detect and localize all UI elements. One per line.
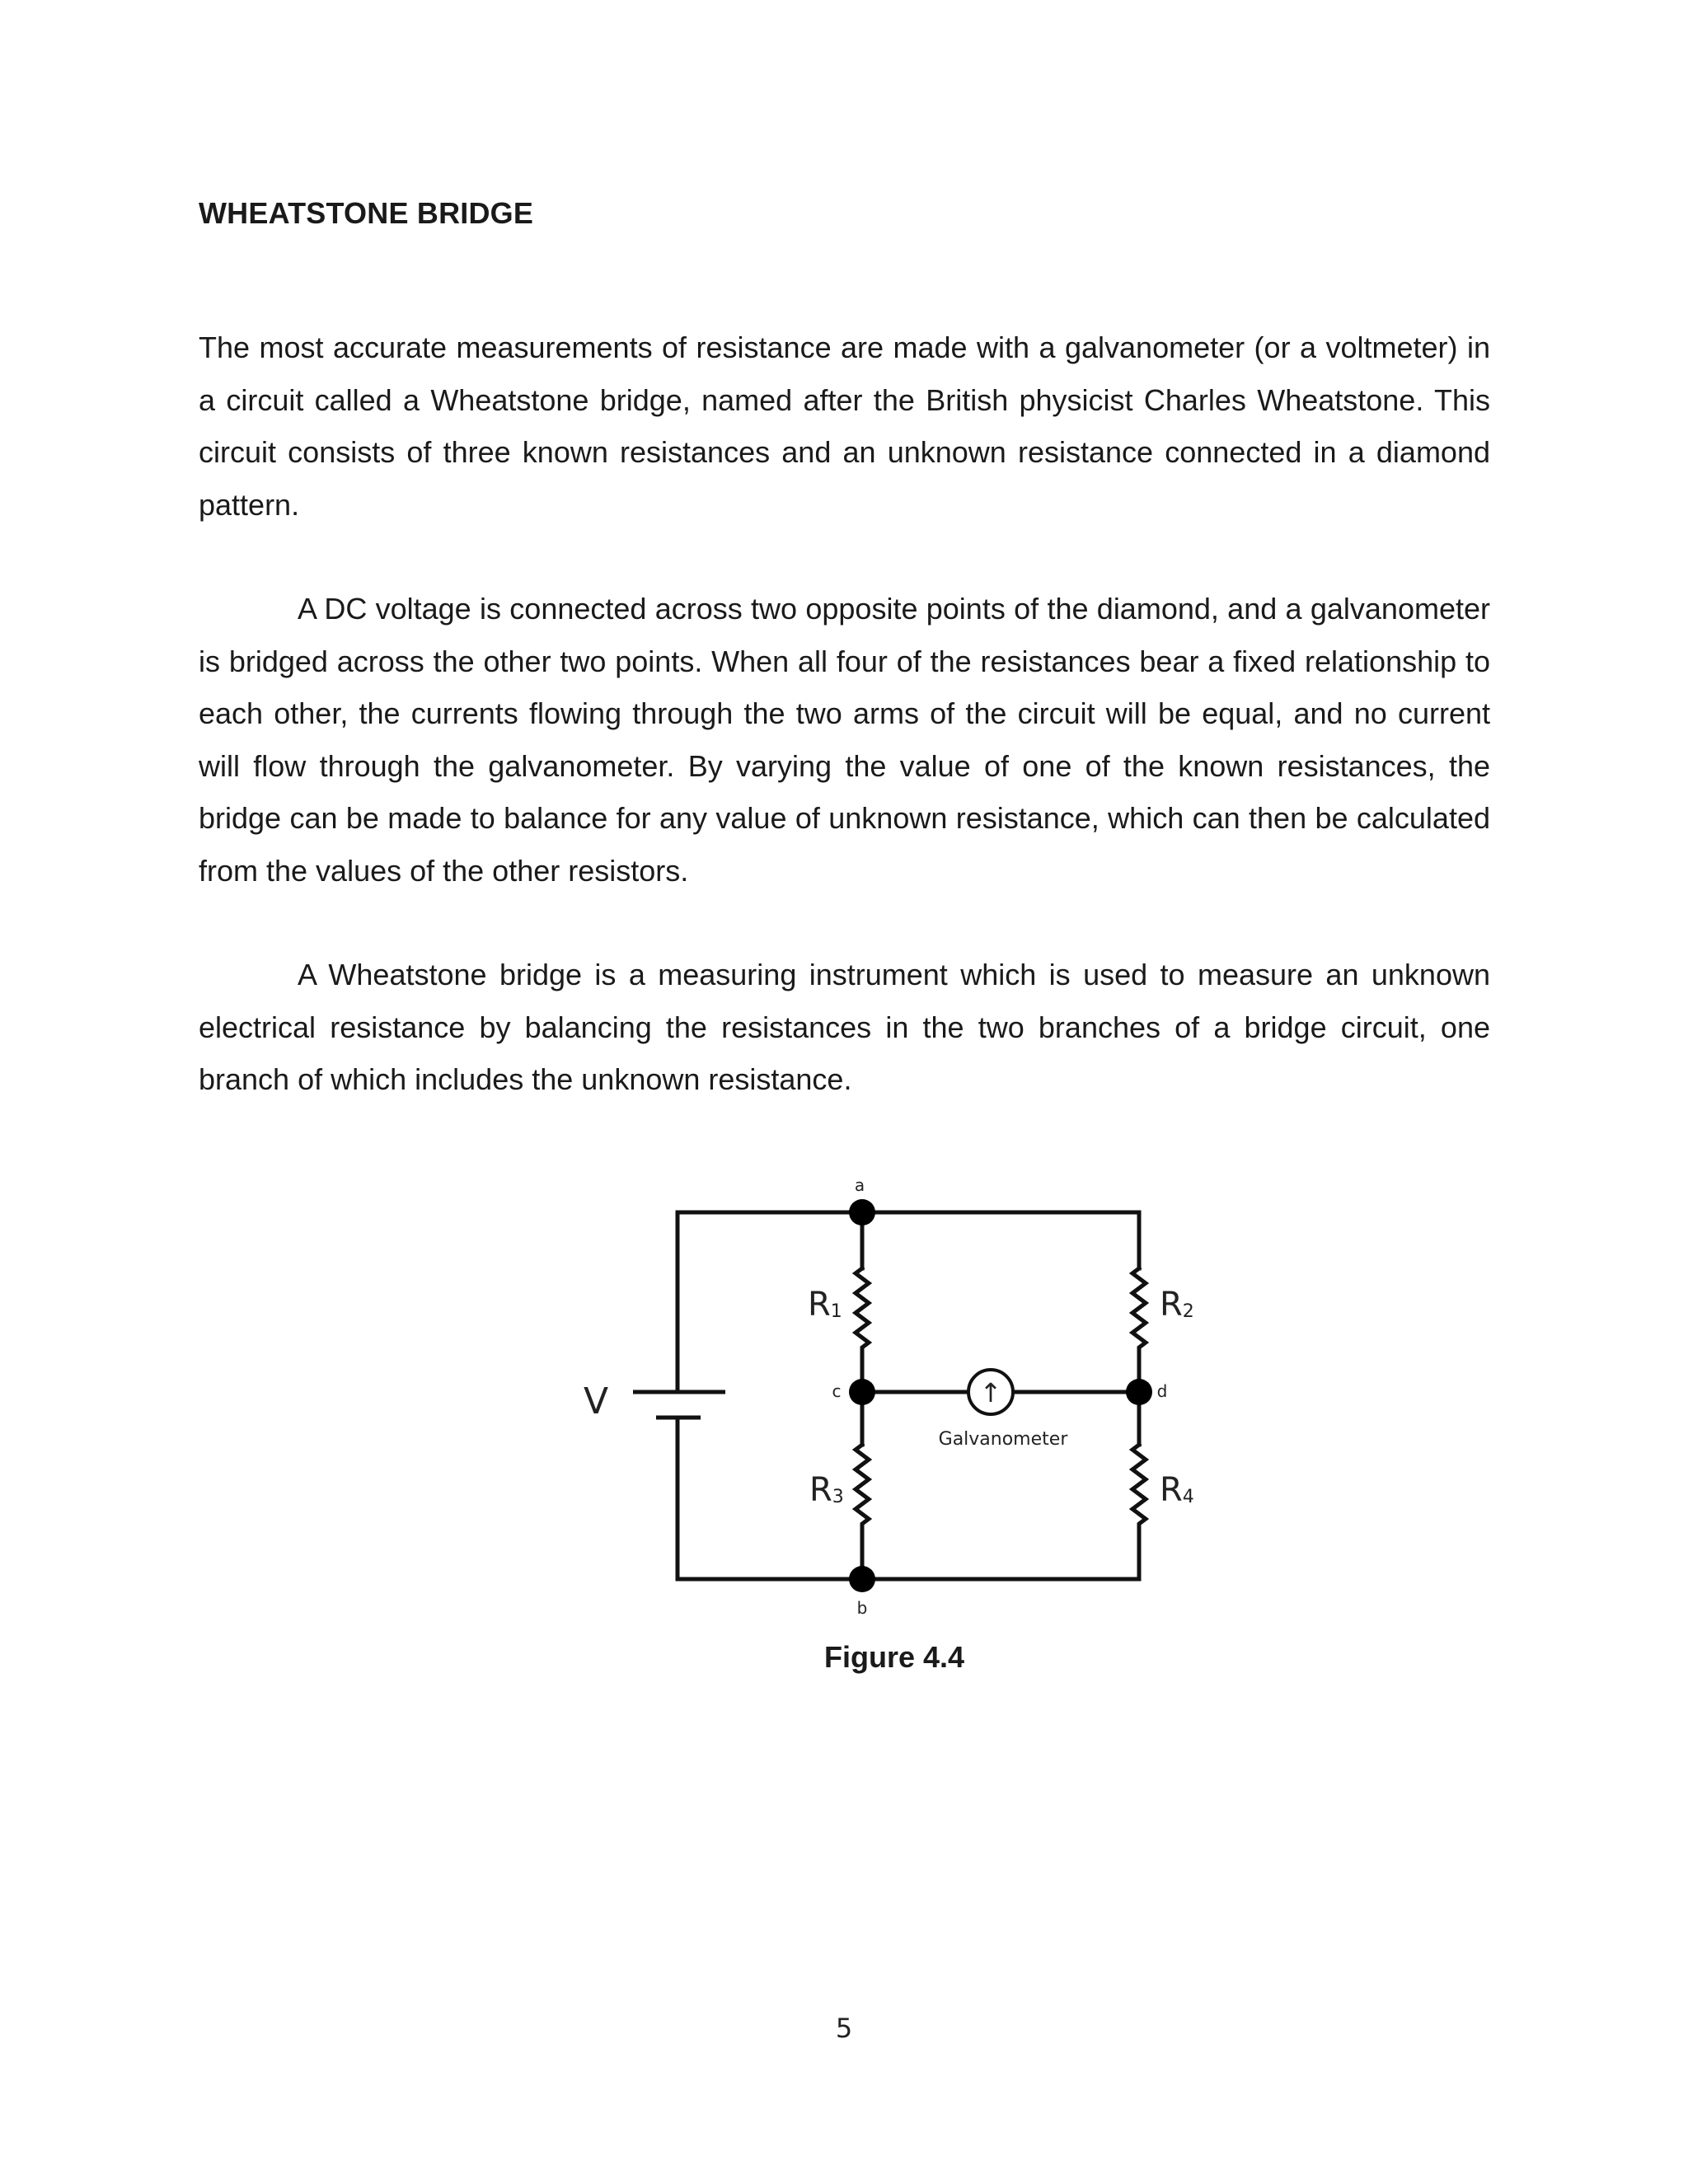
page-number: 5 xyxy=(835,2013,853,2044)
node-a-dot xyxy=(849,1199,875,1226)
node-d-dot xyxy=(1126,1379,1152,1405)
paragraph-dc-voltage: A DC voltage is connected across two opposite points of the diamond, and a galvanometer is bridged across the other two points. When all four of the resistances bear a fixed relationship to each other, the currents flowing through the two arms of the circuit will be equal, and no current will flow through the galvanometer. By varying the value of one of the known resistances, the bridge can be made to balance for any value of unknown resistance, which can then be calculated from the values of the other resistors. xyxy=(199,592,1490,888)
figure-caption: Figure 4.4 xyxy=(823,1640,965,1674)
node-d-label: d xyxy=(1156,1381,1168,1401)
resistor-r1 xyxy=(856,1268,869,1392)
section-heading: WHEATSTONE BRIDGE xyxy=(199,196,534,230)
paragraph-definition: A Wheatstone bridge is a measuring instrument which is used to measure an unknown electrical resistance by balancing the resistances in the two branches of a bridge circuit, one branch of which includes the unknown resistance. xyxy=(199,958,1490,1096)
resistor-r4 xyxy=(1132,1445,1146,1579)
galvanometer-arrow: ↑ xyxy=(979,1377,1002,1408)
wheatstone-bridge-diagram xyxy=(569,1166,1212,1628)
resistor-r2 xyxy=(1132,1268,1146,1392)
r2-label: R2 xyxy=(1160,1286,1194,1324)
node-c-dot xyxy=(849,1379,875,1405)
paragraph-intro: The most accurate measurements of resistance are made with a galvanometer (or a voltmeter) in a circuit called a Wheatstone bridge, named after the British physicist Charles Wheatstone. This circuit consists of three known resistances and an unknown resistance connected in a diamond pattern. xyxy=(199,330,1490,522)
r1-label: R1 xyxy=(808,1286,842,1324)
galvanometer-label: Galvanometer xyxy=(938,1429,1068,1450)
node-a-label: a xyxy=(854,1175,865,1195)
node-c-label: c xyxy=(832,1381,842,1401)
voltage-label: V xyxy=(584,1380,609,1422)
circuit-svg xyxy=(569,1166,1212,1628)
resistor-r3 xyxy=(856,1445,869,1579)
node-b-dot xyxy=(849,1566,875,1592)
node-b-label: b xyxy=(856,1598,868,1618)
r4-label: R4 xyxy=(1160,1471,1194,1509)
r3-label: R3 xyxy=(809,1471,844,1509)
